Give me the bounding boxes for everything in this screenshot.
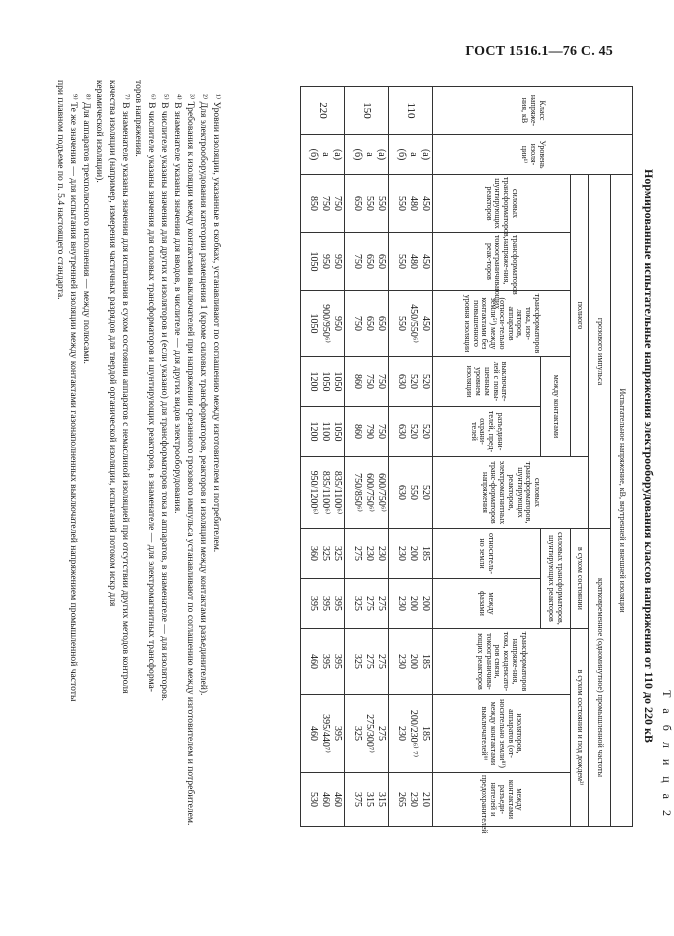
value: 550 bbox=[396, 196, 407, 211]
value: 650 bbox=[364, 254, 375, 269]
value-cell bbox=[301, 579, 345, 629]
value: 275 bbox=[376, 654, 387, 669]
value-cell bbox=[345, 175, 389, 233]
header-dry-wet: в сухом состоянии и под дождем²⁾ bbox=[571, 629, 589, 827]
value: 1050 bbox=[308, 313, 319, 334]
value-cell bbox=[301, 407, 345, 457]
table-row bbox=[301, 87, 345, 827]
class-cell: 220 bbox=[301, 87, 345, 135]
value-cell bbox=[301, 529, 345, 579]
level-value: а bbox=[408, 152, 419, 157]
header-between-contacts: между контактами bbox=[541, 357, 571, 457]
value: 650 bbox=[376, 254, 387, 269]
value-cell bbox=[389, 233, 433, 291]
value-cell bbox=[345, 695, 389, 773]
value: 395 bbox=[332, 726, 343, 741]
value-cell bbox=[345, 579, 389, 629]
header-between-phases: между фазами bbox=[433, 579, 541, 629]
page-header: ГОСТ 1516.1—76 С. 45 bbox=[465, 44, 613, 59]
value: 750 bbox=[320, 196, 331, 211]
value: 200/230⁶⁾ ⁷⁾ bbox=[408, 709, 419, 758]
footnote: ⁹⁾ Те же значения — для испытания внутренней изоляции между контактами газонаполненных выключателей напряжением промышленной частоты bbox=[68, 94, 79, 702]
value: 1050 bbox=[320, 371, 331, 392]
value: 790 bbox=[364, 424, 375, 439]
value-cell bbox=[301, 233, 345, 291]
value-cell bbox=[389, 407, 433, 457]
value: 1050 bbox=[332, 421, 343, 442]
footnote-continuation: при плавном подъеме по п. 5.4 настоящего стандарта. bbox=[55, 80, 66, 300]
header-chopped-power: силовых трансформаторов, шунтирующих реакторов, электромагнитных транс-форматоров напряжения bbox=[433, 457, 589, 529]
value: 230 bbox=[376, 546, 387, 561]
footnote-continuation: торов напряжения. bbox=[133, 80, 144, 157]
footnote: ¹⁾ Уровни изоляции, указанные в скобках, устанавливают по соглашению между изготовителем и потребителем. bbox=[211, 94, 222, 553]
value: 480 bbox=[408, 254, 419, 269]
table-row bbox=[389, 87, 433, 827]
value: 200 bbox=[408, 596, 419, 611]
value: 1050 bbox=[308, 251, 319, 272]
value: 315 bbox=[376, 792, 387, 807]
value: 630 bbox=[396, 485, 407, 500]
value: 835/1100⁶⁾ bbox=[332, 470, 343, 515]
value-cell bbox=[389, 629, 433, 695]
header-insulators: изоляторов, аппаратов (от-носительно земли⁸⁾) между контактами выключателей⁹⁾ bbox=[433, 695, 571, 773]
value: 275 bbox=[376, 596, 387, 611]
value: 630 bbox=[396, 374, 407, 389]
level-cell bbox=[301, 135, 345, 175]
table-title: Нормированные испытательные напряжения электрооборудования классов напряжения от 110 до 220 кВ bbox=[642, 169, 656, 743]
header-class: Класс напряже-ния, кВ bbox=[433, 87, 633, 135]
value: 460 bbox=[308, 654, 319, 669]
value-cell bbox=[345, 773, 389, 827]
value: 325 bbox=[320, 546, 331, 561]
value: 360 bbox=[308, 546, 319, 561]
value: 460 bbox=[320, 792, 331, 807]
value: 275 bbox=[364, 654, 375, 669]
value: 860 bbox=[352, 424, 363, 439]
class-cell: 150 bbox=[345, 87, 389, 135]
level-value: (б) bbox=[308, 148, 319, 161]
value: 750 bbox=[332, 196, 343, 211]
value-cell bbox=[389, 457, 433, 529]
value-cell bbox=[389, 357, 433, 407]
value: 395 bbox=[332, 654, 343, 669]
value-cell bbox=[301, 175, 345, 233]
value: 550 bbox=[396, 316, 407, 331]
value-cell bbox=[389, 291, 433, 357]
footnotes bbox=[54, 80, 223, 830]
value: 230 bbox=[408, 792, 419, 807]
value: 325 bbox=[352, 654, 363, 669]
header-lightning: грозового импульса bbox=[589, 175, 611, 529]
value: 550 bbox=[396, 254, 407, 269]
value: 650 bbox=[352, 196, 363, 211]
value: 550 bbox=[364, 196, 375, 211]
value: 230 bbox=[396, 726, 407, 741]
value: 450/550⁶⁾ bbox=[408, 304, 419, 343]
value-cell bbox=[301, 291, 345, 357]
value: 1200 bbox=[308, 421, 319, 442]
value-cell bbox=[345, 233, 389, 291]
level-value: а bbox=[320, 152, 331, 157]
value: 230 bbox=[396, 654, 407, 669]
value: 530 bbox=[308, 792, 319, 807]
value: 460 bbox=[332, 792, 343, 807]
level-value: (б) bbox=[396, 148, 407, 161]
footnote: ²⁾ Для электрооборудования категории размещения 1 (кроме силовых трансформаторов, реакторов и изоляции между контактами разъединителей). bbox=[198, 94, 209, 696]
level-cell bbox=[389, 135, 433, 175]
value: 750 bbox=[376, 374, 387, 389]
value: 275 bbox=[352, 546, 363, 561]
value: 450 bbox=[420, 254, 431, 269]
value-cell bbox=[345, 629, 389, 695]
value: 185 bbox=[420, 654, 431, 669]
level-value: (а) bbox=[332, 148, 343, 161]
footnote: ⁵⁾ В числителе указаны значения для других и изоляторов и (если указано) для трансформаторов тока и аппаратов, в знаменателе — для изоляторов. bbox=[159, 94, 170, 701]
value: 230 bbox=[396, 596, 407, 611]
header-relative-earth: относитель-но земли bbox=[433, 529, 541, 579]
value: 520 bbox=[420, 374, 431, 389]
value-cell bbox=[345, 291, 389, 357]
value-cell bbox=[389, 175, 433, 233]
value: 520 bbox=[408, 424, 419, 439]
voltage-table bbox=[300, 86, 633, 834]
value: 200 bbox=[408, 546, 419, 561]
value: 950 bbox=[332, 254, 343, 269]
value: 550 bbox=[408, 485, 419, 500]
header-dry: в сухом состоянии bbox=[571, 529, 589, 629]
value: 275 bbox=[376, 726, 387, 741]
value-cell bbox=[301, 457, 345, 529]
value: 950/1200⁶⁾ bbox=[308, 470, 319, 515]
value: 200 bbox=[420, 596, 431, 611]
value: 850 bbox=[308, 196, 319, 211]
value-cell bbox=[345, 529, 389, 579]
level-value: (а) bbox=[376, 148, 387, 161]
value: 395 bbox=[320, 654, 331, 669]
value: 230 bbox=[396, 546, 407, 561]
rotated-content bbox=[40, 80, 674, 834]
header-switches-high: выключате-лей с повы-шенным уровнем изоляции bbox=[433, 357, 541, 407]
value: 395 bbox=[320, 596, 331, 611]
value: 650 bbox=[376, 316, 387, 331]
header-full: полного bbox=[571, 175, 589, 457]
value: 750 bbox=[352, 254, 363, 269]
value: 750 bbox=[352, 316, 363, 331]
value: 900/950⁶⁾ bbox=[320, 304, 331, 343]
value: 450 bbox=[420, 316, 431, 331]
value: 395 bbox=[308, 596, 319, 611]
value: 630 bbox=[396, 424, 407, 439]
value: 185 bbox=[420, 546, 431, 561]
value-cell bbox=[389, 695, 433, 773]
value: 1050 bbox=[332, 371, 343, 392]
value-cell bbox=[389, 773, 433, 827]
value: 450 bbox=[420, 196, 431, 211]
header-ct-apparatus: трансформаторов тока, изо-ляторов, аппаратов (относи-тельно земли⁵⁾) между контактами без повышенного уровня изоляции bbox=[433, 291, 571, 357]
value: 210 bbox=[420, 792, 431, 807]
value: 375 bbox=[352, 792, 363, 807]
header-vt-ct-switches: трансформаторов напряже-ния, тока, конденсато-ров связи, токоограничива-ющих реакторов bbox=[433, 629, 571, 695]
rotated-table-area bbox=[40, 80, 674, 834]
table-row bbox=[345, 87, 389, 827]
value: 950 bbox=[332, 316, 343, 331]
value: 550 bbox=[376, 196, 387, 211]
value-cell bbox=[301, 629, 345, 695]
value: 600/750⁶⁾ bbox=[376, 473, 387, 512]
value: 600/750⁶⁾ bbox=[364, 473, 375, 512]
value: 265 bbox=[396, 792, 407, 807]
value: 460 bbox=[308, 726, 319, 741]
value-cell bbox=[345, 457, 389, 529]
value: 315 bbox=[364, 792, 375, 807]
value: 395 bbox=[332, 596, 343, 611]
value: 835/1100⁶⁾ bbox=[320, 470, 331, 515]
value: 750/850⁶⁾ bbox=[352, 473, 363, 512]
value: 395/440⁷⁾ bbox=[320, 714, 331, 753]
footnote: ⁷⁾ В знаменателе указаны значения для испытания в сухом состоянии аппаратов с немаслиной изоляцией при отсутствии других методов контроля bbox=[120, 94, 131, 694]
footnote-continuation: керамической изоляции). bbox=[94, 80, 105, 183]
table-caption: Т а б л и ц а 2 bbox=[660, 690, 674, 820]
level-value: (б) bbox=[352, 148, 363, 161]
value: 275/300⁷⁾ bbox=[364, 714, 375, 753]
value: 520 bbox=[420, 485, 431, 500]
value: 185 bbox=[420, 726, 431, 741]
footnote: ⁸⁾ Для аппаратов трехполюсного исполнения — между полюсами. bbox=[81, 94, 92, 364]
value: 1200 bbox=[308, 371, 319, 392]
value: 275 bbox=[364, 596, 375, 611]
value: 200 bbox=[408, 654, 419, 669]
header-power-reactors: силовых трансформаторов, шунтирующих реакторов bbox=[433, 175, 571, 233]
footnote-continuation: качества изоляции (например, измерения частичных разрядов для твердой органической изоляции, испытаний потоком искр для bbox=[107, 80, 118, 607]
value-cell bbox=[301, 773, 345, 827]
footnote: ³⁾ Требования к изоляции между контактами выключателей при напряжении срезанного грозового импульса устанавливают по соглашению между изготовителем и потребителем. bbox=[185, 94, 196, 826]
value: 520 bbox=[408, 374, 419, 389]
value: 325 bbox=[332, 546, 343, 561]
header-shortterm: кратковременное (одноминутное) промышленной частоты bbox=[589, 529, 611, 827]
header-test-voltage: Испытательное напряжение, кВ, внутренней и внешней изоляции bbox=[611, 175, 633, 827]
header-disconnectors: разъедини-телей, пред-охрани-телей bbox=[433, 407, 541, 457]
value-cell bbox=[389, 529, 433, 579]
header-power-tr-dry: силовых трансформаторов, шунтирующих реакторов bbox=[541, 529, 571, 629]
value-cell bbox=[389, 579, 433, 629]
header-vt-reactors: трансформаторов напряже-ния, токоограничивающих реак-торов bbox=[433, 233, 571, 291]
value: 750 bbox=[364, 374, 375, 389]
value-cell bbox=[345, 407, 389, 457]
level-value: (а) bbox=[420, 148, 431, 161]
value: 950 bbox=[320, 254, 331, 269]
value: 480 bbox=[408, 196, 419, 211]
header-level: Уровень изоля-ции¹⁾ bbox=[433, 135, 633, 175]
class-cell: 110 bbox=[389, 87, 433, 135]
value: 230 bbox=[364, 546, 375, 561]
value: 1100 bbox=[320, 421, 331, 442]
header-disconnectors-fuses: между контактами разъеди-нителей и предохранителей bbox=[433, 773, 571, 827]
level-cell bbox=[345, 135, 389, 175]
level-value: а bbox=[364, 152, 375, 157]
value: 860 bbox=[352, 374, 363, 389]
value-cell bbox=[301, 695, 345, 773]
footnote: ⁶⁾ В числителе указаны значения для силовых трансформаторов и шунтирующих реакторов, в знаменателе — для электромагнитных трансформа- bbox=[146, 94, 157, 692]
footnote: ⁴⁾ В знаменателе указаны значения для вводов, в числителе — для других видов электрооборудования. bbox=[172, 94, 183, 514]
value-cell bbox=[301, 357, 345, 407]
value: 325 bbox=[352, 726, 363, 741]
value: 650 bbox=[364, 316, 375, 331]
value: 325 bbox=[352, 596, 363, 611]
value: 750 bbox=[376, 424, 387, 439]
value-cell bbox=[345, 357, 389, 407]
value: 520 bbox=[420, 424, 431, 439]
